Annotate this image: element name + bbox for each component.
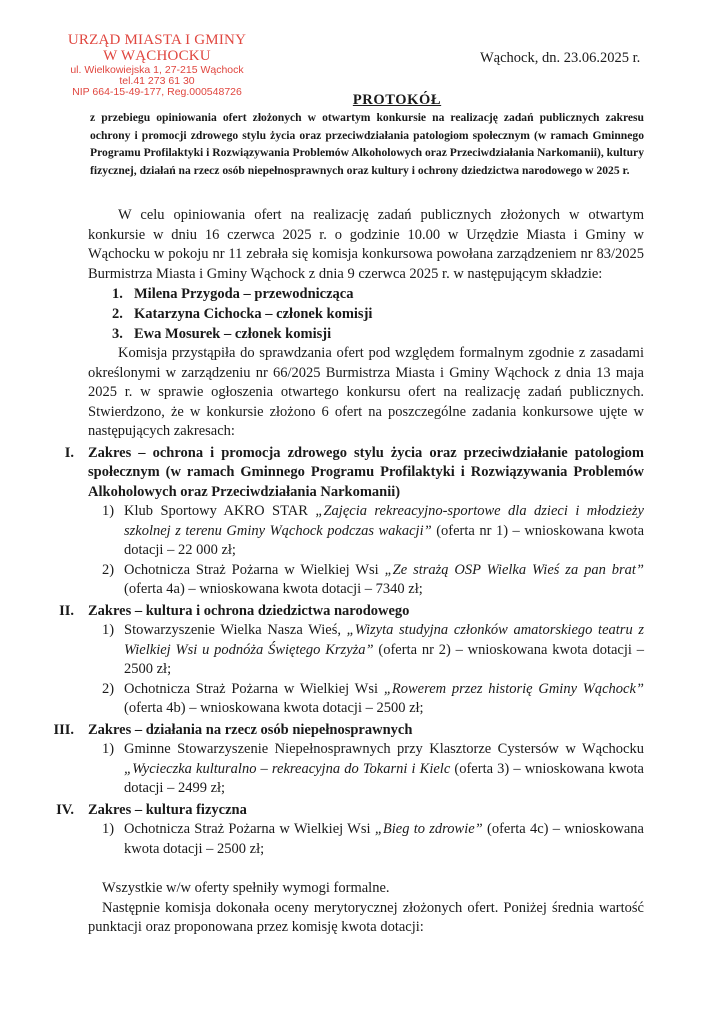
place-date: Wąchock, dn. 23.06.2025 r. bbox=[480, 50, 641, 66]
member-item: 3. Ewa Mosurek – członek komisji bbox=[112, 326, 332, 342]
document-body bbox=[53, 206, 645, 938]
scope-number: IV. bbox=[56, 801, 74, 818]
scope-number: I. bbox=[64, 444, 74, 461]
stamp-address: ul. Wielkowiejska 1, 27-215 Wąchock bbox=[70, 63, 244, 76]
office-stamp bbox=[58, 33, 256, 98]
stamp-ids: NIP 664-15-49-177, Reg.000548726 bbox=[72, 85, 242, 98]
scope-title: Zakres – kultura fizyczna bbox=[88, 801, 247, 818]
offer-entry: 1) Gminne Stowarzyszenie Niepełnosprawnych przy Klasztorze Cystersów w Wąchocku „Wycieczka kulturalno – rekreacyjna do Tokarni i Kielc (oferta 3) – wnioskowana kwota dotacji – 2499 zł; bbox=[102, 741, 644, 796]
offer-entry: 1) Stowarzyszenie Wielka Nasza Wieś, „Wizyta studyjna członków amatorskiego teatru z Wielkiej Wsi u podnóża Świętego Krzyża” (oferta nr 2) – wnioskowana kwota dotacji – 2500 zł; bbox=[102, 622, 644, 677]
intro-paragraph: W celu opiniowania ofert na realizację zadań publicznych złożonych w otwartym konkursie w dniu 16 czerwca 2025 r. o godzinie 10.00 w Urzędzie Miasta i Gminy w Wąchocku w pokoju nr 11 zebrała się komisja konkursowa powołana zarządzeniem nr 83/2025 Burmistrza Miasta i Gminy Wąchock z dnia 9 czerwca 2025 r. w następującym składzie: bbox=[88, 207, 644, 282]
member-item: 2. Katarzyna Cichocka – członek komisji bbox=[112, 306, 373, 322]
stamp-phone: tel.41 273 61 30 bbox=[119, 74, 195, 87]
document-subtitle: z przebiegu opiniowania ofert złożonych w otwartym konkursie na realizację zadań publicznych zakresu ochrony i promocji zdrowego stylu życia oraz przeciwdziałania patologiom społecznym (w ramach Gminnego Programu Profilaktyki i Rozwiązywania Problemów Alkoholowych oraz Przeciwdziałania Narkomanii), kultury fizycznej, działań na rzecz osób niepełnosprawnych oraz kultury i ochrony dziedzictwa narodowego w 2025 r. bbox=[90, 111, 644, 177]
offer-entry: 2) Ochotnicza Straż Pożarna w Wielkiej Wsi „Rowerem przez historię Gminy Wąchock” (oferta 4b) – wnioskowana kwota dotacji – 2500 zł; bbox=[102, 680, 644, 716]
evaluation-paragraph: Następnie komisja dokonała oceny merytorycznej złożonych ofert. Poniżej średnia wartość punktacji oraz proponowana przez komisję kwota dotacji: bbox=[88, 899, 644, 935]
scope-title: Zakres – kultura i ochrona dziedzictwa narodowego bbox=[88, 602, 410, 619]
scope-section bbox=[59, 602, 644, 719]
stamp-name-line2: W WĄCHOCKU bbox=[103, 47, 211, 64]
scope-title: Zakres – działania na rzecz osób niepełnosprawnych bbox=[88, 721, 413, 738]
scope-number: II. bbox=[59, 602, 74, 619]
offer-entry: 1) Klub Sportowy AKRO STAR „Zajęcia rekreacyjno-sportowe dla dzieci i młodzieży szkolnej z terenu Gminy Wąchock podczas wakacji” (oferta nr 1) – wnioskowana kwota dotacji – 22 000 zł; bbox=[102, 503, 645, 558]
scope-section bbox=[56, 801, 644, 860]
committee-members bbox=[88, 284, 644, 344]
scope-section bbox=[64, 444, 645, 600]
scope-title: Zakres – ochrona i promocja zdrowego stylu życia oraz przeciwdziałanie patologiom społecznym (w ramach Gminnego Programu Profilaktyki i Rozwiązywania Problemów Alkoholowych oraz Przeciwdziałania Narkomanii) bbox=[88, 444, 644, 500]
scope-number: III. bbox=[53, 721, 74, 738]
offer-entry: 1) Ochotnicza Straż Pożarna w Wielkiej Wsi „Bieg to zdrowie” (oferta 4c) – wnioskowana kwota dotacji – 2500 zł; bbox=[102, 821, 644, 857]
formal-requirements-note: Wszystkie w/w oferty spełniły wymogi formalne. bbox=[102, 880, 390, 896]
procedure-paragraph: Komisja przystąpiła do sprawdzania ofert pod względem formalnym zgodnie z zasadami określonymi w zarządzeniu nr 66/2025 Burmistrza Miasta i Gminy Wąchock z dnia 13 maja 2025 r. w sprawie ogłoszenia otwartego konkursu ofert na realizację zadań publicznych. Stwierdzono, że w konkursie złożono 6 ofert na poszczególne zadania konkursowe ujęte w następujących zakresach: bbox=[88, 345, 644, 439]
offer-entry: 2) Ochotnicza Straż Pożarna w Wielkiej Wsi „Ze strażą OSP Wielka Wieś za pan brat” (oferta 4a) – wnioskowana kwota dotacji – 7340 zł; bbox=[102, 561, 644, 597]
member-item: 1. Milena Przygoda – przewodnicząca bbox=[112, 286, 354, 302]
document-title: PROTOKÓŁ bbox=[352, 92, 442, 108]
scope-section bbox=[53, 721, 644, 799]
stamp-name-line1: URZĄD MIASTA I GMINY bbox=[67, 32, 247, 48]
